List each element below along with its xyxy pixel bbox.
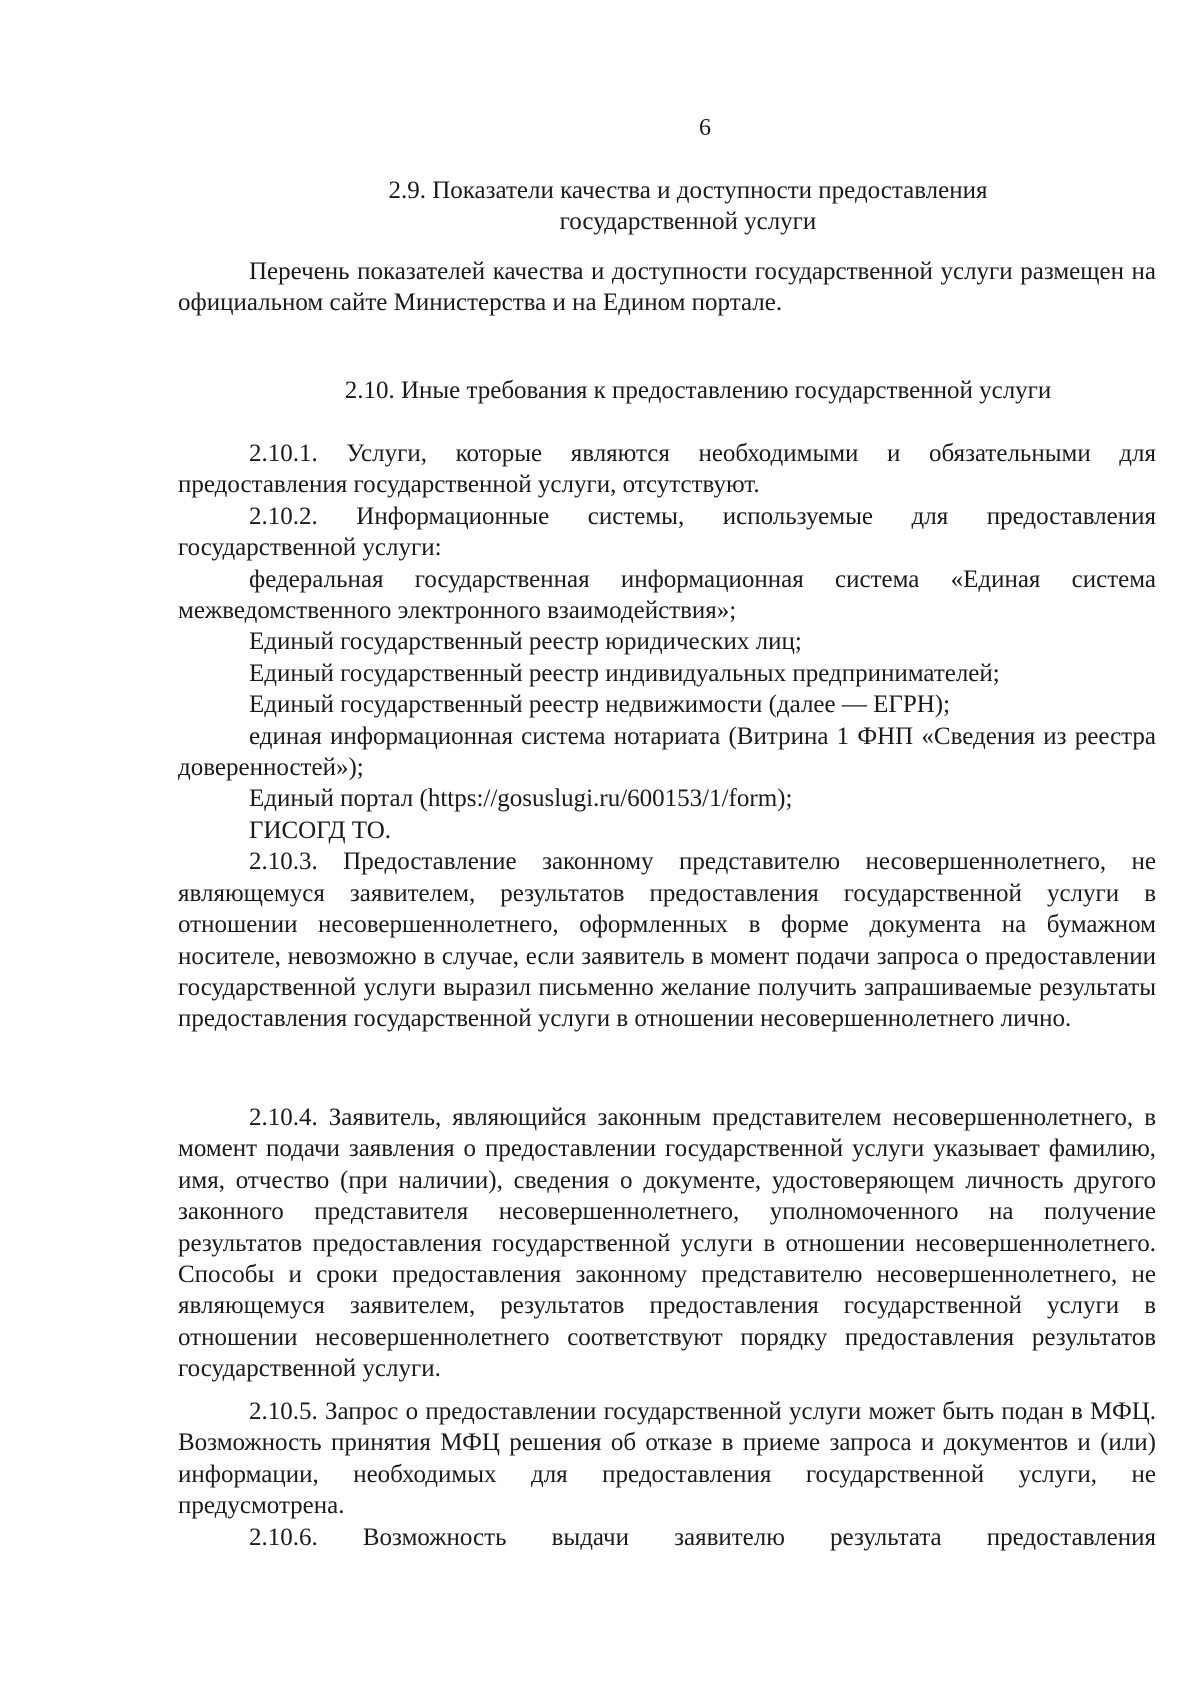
paragraph-2-10-3: 2.10.3. Предоставление законному представителю несовершеннолетнего, не являющемуся заявителем, результатов предоставления государственной услуги в отношении несовершеннолетнего, оформленных в форме документа на бумажном носителе, невозможно в случае, если заявитель в момент подачи запроса о предоставлении государственной услуги выразил письменно желание получить запрашиваемые результаты предоставления государственной услуги в отношении несовершеннолетнего лично. — [178, 848, 1156, 1033]
section-2-9-heading-line1: 2.9. Показатели качества и доступности предоставления — [388, 177, 988, 204]
paragraph-2-10-1: 2.10.1. Услуги, которые являются необходимыми и обязательными для предоставления государственной услуги, отсутствуют. — [178, 440, 1156, 499]
system-item: Единый государственный реестр индивидуальных предпринимателей; — [249, 659, 1000, 687]
paragraph-quality-indicators: Перечень показателей качества и доступности государственной услуги размещен на официальном сайте Министерства и на Едином портале. — [178, 258, 1156, 317]
section-2-10-body — [178, 438, 1156, 1035]
system-item: ГИСОГД ТО. — [249, 816, 392, 844]
system-item: федеральная государственная информационная система «Единая система межведомственного электронного взаимодействия»; — [178, 565, 1156, 625]
system-item: Единый государственный реестр юридических лиц; — [249, 628, 802, 656]
section-2-9-heading-line2: государственной услуги — [559, 208, 817, 235]
system-item: единая информационная система нотариата (Витрина 1 ФНП «Сведения из реестра доверенностей»); — [178, 722, 1156, 782]
section-2-10-5-body — [178, 1396, 1156, 1553]
system-item: Единый государственный реестр недвижимости (далее — ЕГРН); — [249, 691, 951, 719]
system-item: Единый портал (https://gosuslugi.ru/600153/1/form); — [249, 785, 793, 813]
section-2-9-heading — [228, 175, 1148, 237]
paragraph-2-10-5: 2.10.5. Запрос о предоставлении государственной услуги может быть подан в МФЦ. Возможность принятия МФЦ решения об отказе в приеме запроса и документов и (или) информации, необходимых для предоставления государственной услуги, не предусмотрена. — [178, 1398, 1156, 1520]
section-2-9-body — [178, 256, 1156, 319]
page-number: 6 — [699, 115, 711, 141]
paragraph-2-10-6: 2.10.6. Возможность выдачи заявителю результата предоставления — [249, 1523, 1156, 1551]
section-2-10-heading: 2.10. Иные требования к предоставлению государственной услуги — [344, 377, 1052, 404]
paragraph-2-10-2: 2.10.2. Информационные системы, используемые для предоставления государственной услуги: — [178, 502, 1156, 562]
section-2-10-4-body — [178, 1102, 1156, 1385]
paragraph-2-10-4: 2.10.4. Заявитель, являющийся законным представителем несовершеннолетнего, в момент подачи заявления о предоставлении государственной услуги указывает фамилию, имя, отчество (при наличии), сведения о документе, удостоверяющем личность другого законного представителя несовершеннолетнего, уполномоченного на получение результатов предоставления государственной услуги в отношении несовершеннолетнего. Способы и сроки предоставления законному представителю несовершеннолетнего, не являющемуся заявителем, результатов предоставления государственной услуги в отношении несовершеннолетнего соответствуют порядку предоставления результатов государственной услуги. — [178, 1104, 1156, 1383]
